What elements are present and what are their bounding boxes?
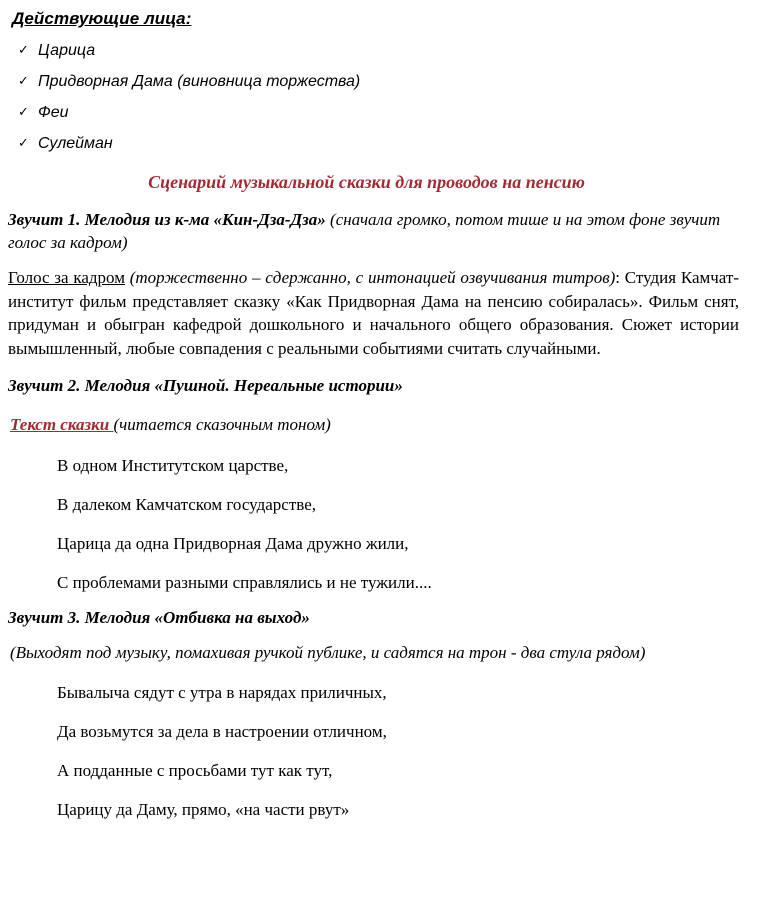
list-item-label: Сулейман [38, 135, 113, 152]
cue-2 [0, 360, 761, 397]
narration-body: : Студия Камчат-институт фильм представляет сказку «Как Придворная Дама на пенсию собиралась». Фильм снят, придуман и обыгран кафедрой дошкольного и начального общего образования. Сюжет истории вымышленный, любые совпадения с реальными событиями считать случайными. [8, 268, 739, 358]
verse-block-2 [0, 665, 761, 821]
list-item [0, 72, 761, 92]
verse-line: Царицу да Даму, прямо, «на части рвут» [57, 800, 350, 819]
cast-list [0, 41, 761, 154]
verse-line: Да возьмутся за дела в настроении отличном, [57, 722, 387, 741]
list-item-label: Царица [38, 42, 96, 59]
check-mark-icon: ✓ [18, 74, 29, 89]
list-item-label: Феи [38, 104, 69, 121]
check-mark-icon: ✓ [18, 105, 29, 120]
stage-direction: (Выходят под музыку, помахивая ручкой публике, и садятся на трон - два стула рядом) [10, 643, 646, 662]
tale-text-label-note: (читается сказочным тоном) [113, 415, 331, 434]
check-mark-icon: ✓ [18, 136, 29, 151]
verse-line: Бывалыча сядут с утра в нарядах приличных, [57, 683, 387, 702]
narration-paragraph [0, 254, 761, 360]
scenario-title: Сценарий музыкальной сказки для проводов на пенсию [148, 172, 585, 192]
verse-line: С проблемами разными справлялись и не тужили.... [57, 573, 432, 592]
cue-3 [0, 594, 761, 629]
cue-2-bold: Звучит 2. Мелодия «Пушной. Нереальные истории» [8, 376, 403, 395]
check-mark-icon: ✓ [18, 43, 29, 58]
list-item [0, 41, 761, 61]
list-item-label: Придворная Дама (виновница торжества) [38, 73, 361, 90]
cue-3-bold: Звучит 3. Мелодия «Отбивка на выход» [8, 608, 310, 627]
verse-line: В далеком Камчатском государстве, [57, 495, 316, 514]
verse-block-1 [0, 436, 761, 594]
tale-text-label [0, 397, 761, 436]
narration-stage-note: (торжественно – сдержанно, с интонацией озвучивания титров) [124, 268, 616, 287]
narration-speaker: Голос за кадром [8, 268, 125, 287]
verse-line: Царица да одна Придворная Дама дружно жили, [57, 534, 409, 553]
tale-text-label-red: Текст сказки [10, 415, 114, 434]
verse-line: В одном Институтском царстве, [57, 456, 289, 475]
verse-line: А подданные с просьбами тут как тут, [57, 761, 333, 780]
list-item [0, 103, 761, 123]
list-item [0, 134, 761, 154]
cue-1-bold: Звучит 1. Мелодия из к-ма «Кин-Дза-Дза» [8, 210, 326, 229]
cue-1 [0, 194, 761, 254]
cast-list-heading: Действующие лица: [12, 9, 192, 28]
cue-1-note: (сначала громко, потом тише и на этом фоне звучит голос за кадром) [8, 210, 721, 252]
